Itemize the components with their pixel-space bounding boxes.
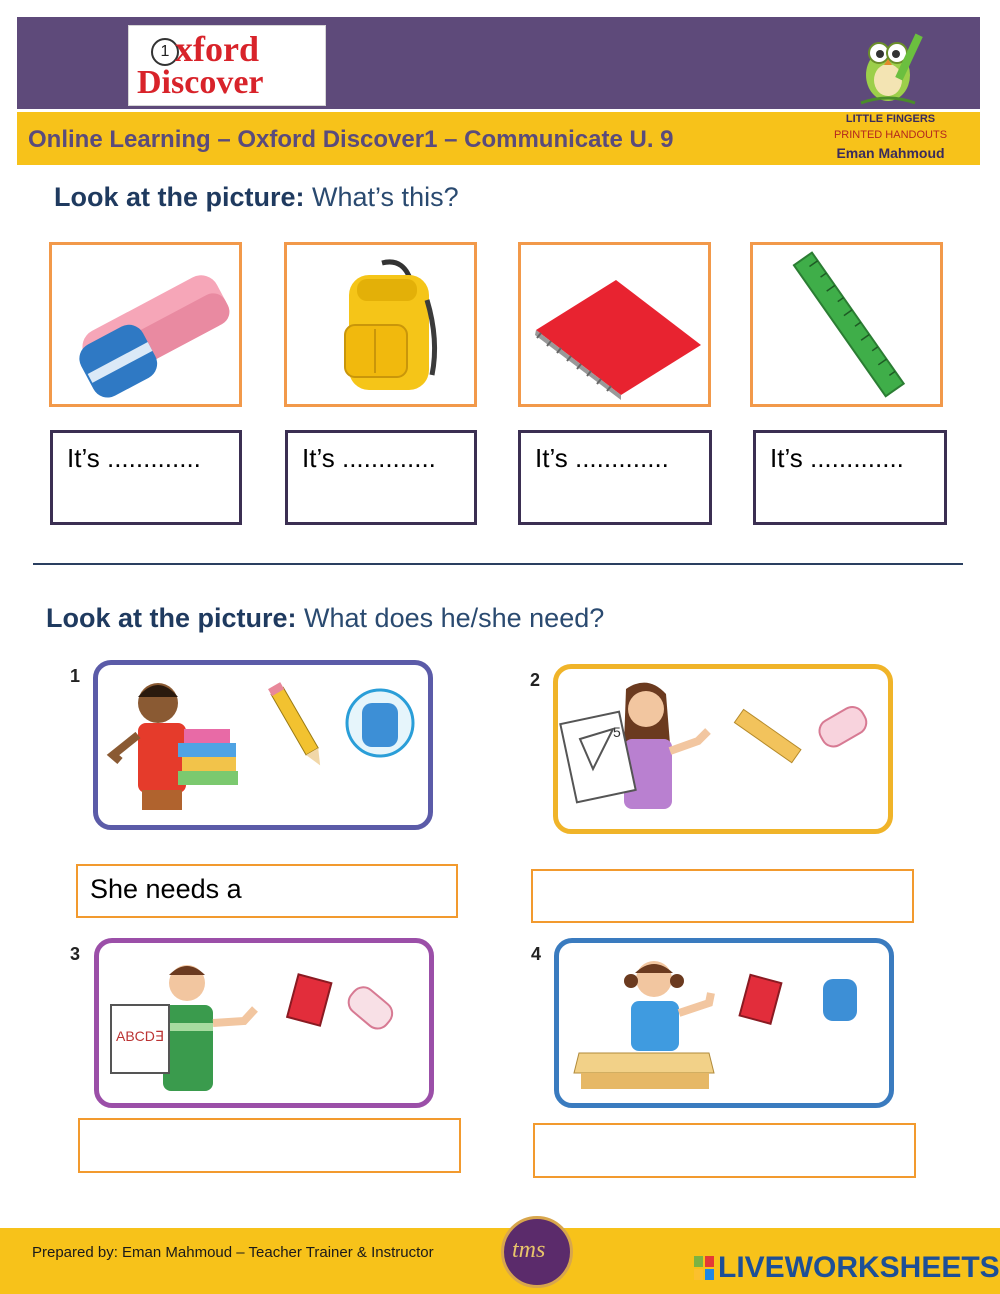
- liveworksheets-icon: [694, 1256, 714, 1280]
- eraser-icon: [344, 982, 397, 1033]
- picture-box-3: [518, 242, 711, 407]
- picture-box-4: [750, 242, 943, 407]
- backpack-icon: [823, 979, 857, 1021]
- section1-question: What’s this?: [312, 182, 459, 212]
- backpack-icon: [362, 703, 398, 747]
- boy-with-books-illustration: [98, 665, 428, 825]
- scene-3: [94, 938, 434, 1108]
- notebook-icon: [287, 974, 331, 1025]
- answer-field-3[interactable]: [78, 1118, 461, 1173]
- eraser-icon: [815, 703, 871, 751]
- brand-line1: LITTLE FINGERS: [845, 113, 936, 125]
- section1-heading-bold: Look at the picture:: [54, 182, 305, 212]
- scene-number-4: 4: [531, 944, 542, 964]
- picture-box-1: [49, 242, 242, 407]
- answer-field-2[interactable]: [531, 869, 914, 923]
- answer-field-4[interactable]: [533, 1123, 916, 1178]
- girl-at-desk-illustration: [559, 943, 889, 1103]
- prepared-by: Prepared by: Eman Mahmoud – Teacher Trainer & Instructor: [32, 1244, 434, 1261]
- scene-4: [554, 938, 894, 1108]
- ruler-icon: [734, 709, 801, 762]
- answer-box-1[interactable]: It’s .............: [50, 430, 242, 525]
- school-logo-text: tms: [512, 1237, 546, 1263]
- sign-text: ABCD∃: [116, 1028, 164, 1044]
- section2-heading: [46, 603, 604, 634]
- oxford-discover-logo: [128, 25, 326, 106]
- section2-heading-bold: Look at the picture:: [46, 603, 297, 633]
- boy-with-sign-illustration: [99, 943, 429, 1103]
- logo-line2: Discover: [137, 64, 264, 101]
- section1-heading: [54, 182, 459, 213]
- page-title: Online Learning – Oxford Discover1 – Communicate U. 9: [28, 126, 674, 153]
- school-logo: [501, 1216, 573, 1288]
- brand-line2: PRINTED HANDOUTS: [833, 129, 948, 141]
- backpack-icon: [287, 245, 474, 404]
- pencil-icon: [268, 682, 326, 769]
- notebook-icon: [521, 245, 708, 404]
- answer-box-3[interactable]: It’s .............: [518, 430, 712, 525]
- scene-number-2: 2: [530, 670, 541, 690]
- liveworksheets-logo[interactable]: LIVEWORKSHEETS: [718, 1251, 1000, 1284]
- answer-box-2[interactable]: It’s .............: [285, 430, 477, 525]
- sign-number: 5: [613, 724, 621, 740]
- scene-number-1: 1: [70, 666, 81, 686]
- picture-box-2: [284, 242, 477, 407]
- eraser-icon: [52, 245, 239, 404]
- notebook-icon: [740, 975, 782, 1024]
- scene-1: [93, 660, 433, 830]
- section-divider: [33, 563, 963, 565]
- logo-number: 1: [151, 38, 179, 66]
- little-fingers-brand: [808, 25, 973, 165]
- scene-number-3: 3: [70, 944, 81, 964]
- owl-icon: [853, 25, 928, 110]
- answer-field-1[interactable]: She needs a: [76, 864, 458, 918]
- girl-with-triangle-illustration: [558, 669, 888, 829]
- section2-question: What does he/she need?: [304, 603, 605, 633]
- scene-2: [553, 664, 893, 834]
- answer-box-4[interactable]: It’s .............: [753, 430, 947, 525]
- ruler-icon: [753, 245, 940, 404]
- brand-author: Eman Mahmoud: [836, 145, 945, 161]
- logo-line1: xford: [175, 29, 259, 69]
